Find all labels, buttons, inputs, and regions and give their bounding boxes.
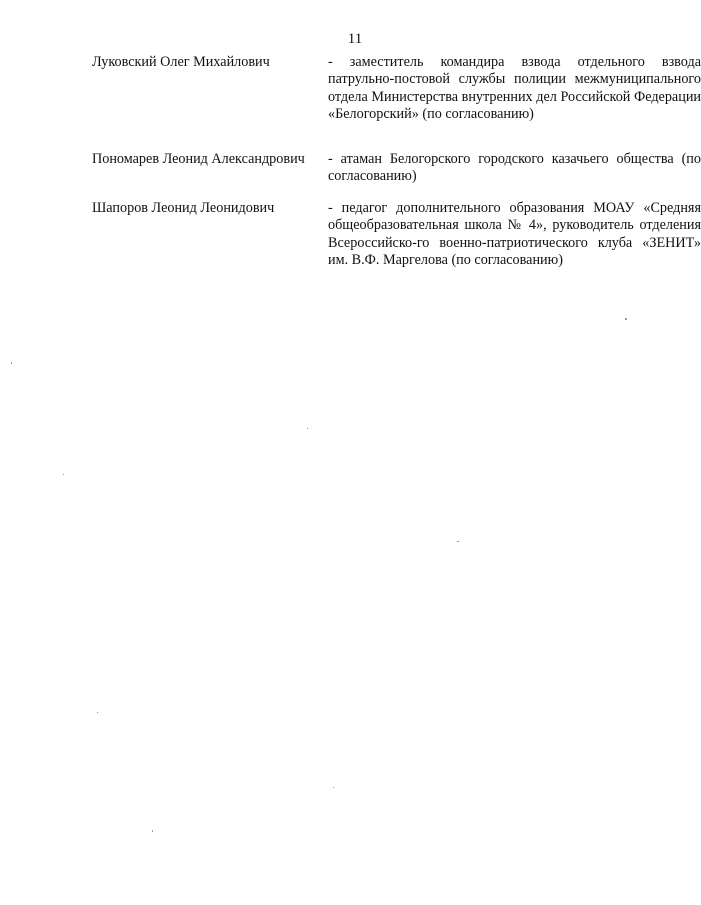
scan-speck <box>97 712 98 713</box>
scan-speck <box>11 362 12 364</box>
member-role: - атаман Белогорского городского казачьего общества (по согласованию) <box>328 151 701 185</box>
scan-speck <box>63 474 64 475</box>
member-name: Шапоров Леонид Леонидович <box>92 200 275 216</box>
member-name: Пономарев Леонид Александрович <box>92 151 305 167</box>
scan-speck <box>333 787 334 788</box>
member-role: - заместитель командира взвода отдельного взвода патрульно-постовой службы полиции межмуниципального отдела Министерства внутренних дел Российской Федерации «Белогорский» (по согласованию) <box>328 54 701 122</box>
member-role: - педагог дополнительного образования МОАУ «Средняя общеобразовательная школа № 4», руководитель отделения Всероссийско-го военно-патриотического клуба «ЗЕНИТ» им. В.Ф. Маргелова (по согласованию) <box>328 200 701 268</box>
member-name: Луковский Олег Михайлович <box>92 54 270 70</box>
scan-speck <box>625 318 627 320</box>
scan-speck <box>457 541 459 542</box>
page-number: 11 <box>347 31 363 47</box>
scan-speck <box>152 830 153 832</box>
scan-speck <box>307 428 308 429</box>
